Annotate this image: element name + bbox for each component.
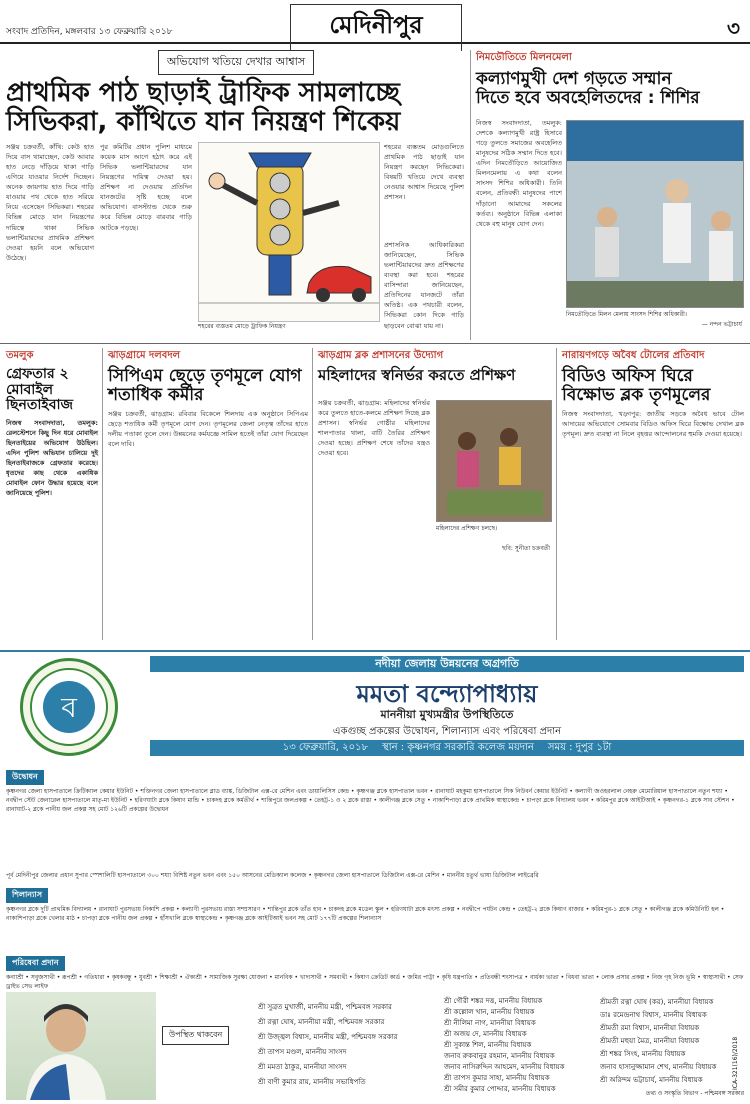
advert-tagline: একগুচ্ছ প্রকল্পের উদ্বোধন, শিলান্যাস এবং পরিষেবা প্রদান	[332, 726, 562, 737]
guest-name: শ্রী অরিন্দম ভট্টাচার্য, মাননীয় বিধায়ক	[600, 1076, 703, 1084]
milan-event-photo	[566, 120, 744, 308]
guest-name: শ্রী বাণী কুমার রায়, মাননীয় সভাধিপতি	[258, 1078, 366, 1086]
bdo-story-headline: বিডিও অফিস ঘিরে বিক্ষোভ ব্লক তৃণমূলের	[562, 366, 711, 406]
lead-kicker: অভিযোগ খতিয়ে দেখার আশ্বাস	[158, 50, 314, 75]
guest-name: শ্রী মমতা ঠাকুর, মাননীয়া সাংসদ	[258, 1063, 347, 1071]
cpm-story-tag: ঝাড়গ্রামে দলবদল	[108, 350, 181, 361]
chief-minister-portrait	[6, 992, 156, 1100]
story-cpm-to-tmc	[108, 348, 308, 638]
column-divider	[556, 348, 557, 640]
women-story-tag: ঝাড়গ্রাম ব্লক প্রশাসনের উদ্যোগ	[318, 350, 444, 361]
guest-name: শ্রী তাপস কুমার সাহা, মাননীয় বিধায়ক	[444, 1074, 550, 1082]
guests-column-3	[600, 996, 728, 1087]
advert-venue: স্থান : কৃষ্ণনগর সরকারি কলেজ ময়দান	[382, 742, 534, 753]
government-advert	[0, 650, 750, 1102]
page-number: ৩	[726, 16, 740, 40]
guest-name: শ্রী অজয় দে, মাননীয় বিধায়ক	[444, 1030, 527, 1038]
mobile-story-tag: তমলুক	[6, 350, 34, 361]
guest-name: জনাব নাসিরুদ্দিন আহমেদ, মাননীয় বিধায়ক	[444, 1063, 565, 1071]
masthead-title: মেদিনীপুর	[290, 4, 462, 51]
milan-tag: নিমডৌতিতে মিলনমেলা	[476, 52, 572, 63]
lead-column-1: সঞ্জয় চক্রবর্তী, কাঁথি: কেউ হাত দিয়ে বাস থামাচ্ছেন, কেউ আবার হাত নেড়ে দাঁড়িয়ে থাকা গাড়ি এগিয়ে যাওয়ার নির্দেশ দিচ্ছেন। অনেক জায়গায় হাত দিয়ে গাড়ি যাওয়ার পথ থেকে হাত সরিয়ে নিয়ে এসেছেন সিভিকরা। শহরের বিভিন্ন মোড়ে যান নিয়ন্ত্রণের দায়িত্বে থাকা সিভিক ভলান্টিয়ারদের প্রাথমিক প্রশিক্ষণ দেওয়া হয়নি বলে অভিযোগ উঠেছে।	[6, 143, 94, 262]
biswa-bangla-seal-icon	[20, 658, 118, 756]
column-divider	[470, 50, 471, 340]
lead-headline-line2: সিভিকরা, কাঁথিতে যান নিয়ন্ত্রণ শিকেয়	[6, 107, 401, 138]
guest-name: শ্রী কল্লোল খান, মাননীয় বিধায়ক	[444, 1008, 535, 1016]
advert-section-inauguration	[6, 764, 744, 889]
milan-photo-credit: — নন্দন ভট্টাচার্য	[701, 321, 742, 328]
guests-column-2	[444, 996, 594, 1095]
story-women-training	[318, 348, 552, 638]
section-title-inauguration: উদ্বোধন	[6, 770, 44, 785]
column-divider	[312, 348, 313, 640]
lead-column-4: প্রশাসনিক আধিকারিকরা জানিয়েছেন, সিভিক ভলান্টিয়ারদের দ্রুত প্রশিক্ষণের ব্যবস্থা করা হবে। শহরের বাসিন্দারা জানিয়েছেন, প্রতিদিনের যানজটে তাঁরা অতিষ্ঠ। এক পথচারী বলেন, সিভিকরা কোন দিকে গাড়ি ছাড়বেন বোঝা যায় না।	[384, 241, 464, 330]
guest-name: শ্রী রত্না ঘোষ, মাননীয়া মন্ত্রী, পশ্চিমবঙ্গ সরকার	[258, 1018, 385, 1026]
guest-name: জনাব রুকবানুর রহমান, মাননীয় বিধায়ক	[444, 1052, 555, 1060]
present-label: উপস্থিত থাকবেন	[162, 1026, 229, 1045]
guest-name: জনাব হাসানুজ্জামান শেখ, মাননীয় বিধায়ক	[600, 1063, 717, 1071]
section-title-services: পরিষেবা প্রদান	[6, 956, 65, 971]
ica-code: ICA-321(16)/2018	[732, 1036, 739, 1090]
women-photo-caption: মহিলাদের প্রশিক্ষণ চলছে।	[436, 525, 498, 532]
milan-headline-line1: কল্যাণমুখী দেশ গড়তে সম্মান	[476, 69, 672, 89]
section-text-inauguration: কৃষ্ণনগর জেলা হাসপাতালে ক্রিটিক্যাল কেয়ার ইউনিট • শক্তিনগর জেলা হাসপাতালে ব্লাড ব্যাঙ্ক, ডিজিটাল এক্স-রে মেশিন এবং ডায়ালিসিস কেন্দ্র • কৃষ্ণগঞ্জ ব্লকে হাসপাতাল ভবন • রানাঘাট মহকুমা হাসপাতালে সিক নিউবর্ন কেয়ার ইউনিট • কল্যাণী জওহরলাল নেহরু মেমোরিয়াল হাসপাতালে নতুন শয্যা • নবদ্বীপ স্টেট জেনারেল হাসপাতালে মাতৃ-মা ইউনিট • হরিণঘাটা ব্লকে কিষাণ মান্ডি • চাকদহ ব্লকে কর্মতীর্থ • শান্তিপুরে জলপ্রকল্প • তেহট্ট-১ ও ২ ব্লকে রাস্তা • কালীগঞ্জ ব্লকে সেতু • নাকাশিপাড়া ব্লকে প্রাথমিক স্বাস্থ্যকেন্দ্র • চাপড়া ব্লকে বিদ্যালয় ভবন • করিমপুর ব্লকে আইটিআই • কৃষ্ণনগর-১ ব্লকে সাব স্টেশন • রানাঘাট-২ ব্লকে পানীয় জল প্রকল্প সহ মোট ১২৬টি প্রকল্পের উদ্বোধন	[6, 788, 735, 813]
milan-photo-caption: নিমতৌড়িতে মিলন মেলায় সাংসদ শিশির অধিকারী।	[566, 311, 687, 318]
advert-leader-name: মমতা বন্দ্যোপাধ্যায়	[356, 680, 538, 708]
women-training-photo	[436, 400, 552, 522]
column-divider	[102, 348, 103, 640]
section-title-foundation: শিলান্যাস	[6, 888, 48, 903]
bdo-story-body: নিজস্ব সংবাদদাতা, খড়্গপুর: জাতীয় সড়কে অবৈধ ভাবে টোল আদায়ের অভিযোগে সোমবার বিডিও অফিস ঘিরে বিক্ষোভ দেখাল ব্লক তৃণমূল। দ্রুত ব্যবস্থা না নিলে বৃহত্তর আন্দোলনের হুমকি দেওয়া হয়েছে।	[562, 410, 744, 439]
advert-subtitle: মাননীয়া মুখ্যমন্ত্রীর উপস্থিতিতে	[380, 708, 514, 721]
guest-name: শ্রী সুকান্ত শিল, মাননীয় বিধায়ক	[444, 1041, 532, 1049]
lead-column-2: পুর কমিটির প্রধান পুলিশ মাধ্যমে কয়েক মাস আগে হঠাৎ করে এই সিভিক ভলান্টিয়ারদের যান নিয়ন্ত্রণের দায়িত্ব দেওয়া হয়। প্রশিক্ষণ না দেওয়ায় প্রতিদিন যানজটের সৃষ্টি হচ্ছে বলে অভিযোগ। বাসস্ট্যান্ড থেকে শুরু করে বিভিন্ন মোড়ে বারবার গাড়ি আটকে পড়ছে।	[100, 143, 192, 232]
guests-column-1	[258, 1000, 438, 1090]
milan-story	[476, 50, 744, 340]
advert-top-rule	[0, 650, 750, 652]
women-story-headline: মহিলাদের স্বনির্ভর করতে প্রশিক্ষণ	[318, 366, 516, 384]
mobile-story-headline: গ্রেফতার ২ মোবাইল ছিনতাইবাজ	[6, 366, 74, 414]
section-footer-inauguration: পূর্ব মেদিনীপুর জেলার প্রধান সুপার স্পেশালিটি হাসপাতালে ৩০০ শয্যা বিশিষ্ট নতুন ভবন এবং ১৫০ আসনের মেডিক্যাল কলেজ • কৃষ্ণনগর জেলা হাসপাতালে ডিজিটাল এক্স-রে মেশিন • মাননীয় চতুর্থ ভাষা ডিজিটাল লাইব্রেরি	[6, 872, 539, 879]
guest-name: শ্রী সমীর কুমার পোদ্দার, মাননীয় বিধায়ক	[444, 1085, 556, 1093]
women-photo-credit: ছবি: সুনীতা চক্রবর্তী	[502, 545, 550, 552]
lead-headline-line1: প্রাথমিক পাঠ ছাড়াই ট্রাফিক সামলাচ্ছে	[6, 78, 400, 108]
lead-illustration-caption: শহরের ব্যস্ততম মোড়ে ট্রাফিক নিয়ন্ত্রণ	[198, 323, 286, 330]
bdo-story-tag: নারায়ণগড়ে অবৈধ টোলের প্রতিবাদ	[562, 350, 705, 361]
guest-name: শ্রীমতী রত্না ঘোষ (কর), মাননীয়া বিধায়ক	[600, 998, 714, 1006]
guest-name: শ্রী শঙ্কর সিংহ, মাননীয় বিধায়ক	[600, 1050, 686, 1058]
section-text-foundation: কৃষ্ণনগর ব্লকে দুটি প্রাথমিক বিদ্যালয় • রানাঘাট পুরসভায় নিকাশি প্রকল্প • কল্যাণী পুরসভায় রাস্তা সম্প্রসারণ • শান্তিপুর ব্লকে তাঁত হাব • চাকদহ ব্লকে মডেল স্কুল • হরিণঘাটা ব্লকে মৎস্য প্রকল্প • নবদ্বীপে পর্যটন কেন্দ্র • তেহট্ট-২ ব্লকে কিষাণ বাজার • করিমপুর-১ ব্লকে সেতু • কালীগঞ্জ ব্লকে কমিউনিটি হল • নাকাশিপাড়া ব্লকে খেলার মাঠ • চাপড়া ব্লকে পানীয় জল প্রকল্প • হাঁসখালি ব্লকে স্বাস্থ্যকেন্দ্র • কৃষ্ণগঞ্জ ব্লকে আইটিআই ভবন সহ মোট ১৭৭টি প্রকল্পের শিলান্যাস	[6, 906, 725, 922]
guest-name: শ্রী নীলিমা নাগ, মাননীয়া বিধায়ক	[444, 1019, 536, 1027]
story-mobile-snatchers	[6, 348, 98, 638]
cpm-story-body: সঞ্জয় চক্রবর্তী, ঝাড়গ্রাম: রবিবার বিকেলে শিলদায় এক অনুষ্ঠানে সিপিএম ছেড়ে শতাধিক কর্মী তৃণমূলে যোগ দেন। তৃণমূলের জেলা নেতৃত্ব তাঁদের হাতে দলীয় পতাকা তুলে দেন। উন্নয়নের কর্মযজ্ঞে সামিল হতেই তাঁরা যোগ দিয়েছেন বলে দাবি।	[108, 410, 308, 449]
mobile-story-body: নিজস্ব সংবাদদাতা, তমলুক: রেলস্টেশনে কিছু দিন ধরে মোবাইল ছিনতাইয়ের অভিযোগ উঠছিল। এদিন পুলিশ অভিযান চালিয়ে দুই ছিনতাইবাজকে গ্রেফতার করেছে। ধৃতদের কাছ থেকে একাধিক মোবাইল ফোন উদ্ধার হয়েছে বলে জানিয়েছে পুলিশ।	[6, 419, 98, 498]
guest-name: শ্রীমতী রমা বিশ্বাস, মাননীয়া বিধায়ক	[600, 1024, 700, 1032]
advert-time: সময় : দুপুর ১টা	[547, 742, 612, 753]
advert-footer-credit: তথ্য ও সংস্কৃতি বিভাগ - পশ্চিমবঙ্গ সরকার	[645, 1090, 744, 1097]
traffic-cartoon-illustration	[198, 142, 380, 322]
guest-name: শ্রী উজ্জ্বল বিশ্বাস, মাননীয় মন্ত্রী, পশ্চিমবঙ্গ সরকার	[258, 1033, 398, 1041]
guest-name: ডাঃ রমেন্দ্রনাথ বিশ্বাস, মাননীয় বিধায়ক	[600, 1011, 707, 1019]
section-text-services: কন্যাশ্রী • সবুজসাথী • রূপশ্রী • গতিধারা • কৃষকবন্ধু • যুবশ্রী • শিক্ষাশ্রী • ঐক্যশ্রী • সামাজিক সুরক্ষা যোজনা • মানবিক • খাদ্যসাথী • সমব্যথী • কিষাণ ক্রেডিট কার্ড • জমির পাট্টা • কৃষি যন্ত্রপাতি • প্রতিবন্ধী শংসাপত্র • বার্ধক্য ভাতা • বিধবা ভাতা • লোক প্রসার প্রকল্প • নিজ গৃহ নিজ ভূমি • স্বাস্থ্যসাথী • সেফ ড্রাইভ সেভ লাইফ	[6, 974, 744, 990]
lead-column-3: শহরের ব্যস্ততম মোড়গুলিতে প্রাথমিক পাঠ ছাড়াই যান নিয়ন্ত্রণ করছেন সিভিকেরা। বিষয়টি খতিয়ে দেখে ব্যবস্থা নেওয়ার আশ্বাস দিয়েছে পুলিশ প্রশাসন।	[384, 143, 464, 202]
guest-name: শ্রী সুব্রত মুখার্জী, মাননীয় মন্ত্রী, পশ্চিমবঙ্গ সরকার	[258, 1003, 392, 1011]
advert-date-venue-bar	[150, 740, 744, 756]
lead-story	[6, 50, 466, 335]
story-bdo-protest	[562, 348, 744, 638]
guest-name: শ্রী তাপস মণ্ডল, মাননীয় সাংসদ	[258, 1048, 347, 1056]
cpm-story-headline: সিপিএম ছেড়ে তৃণমূলে যোগ শতাধিক কর্মীর	[108, 366, 302, 406]
advert-band-title: নদীয়া জেলায় উন্নয়নের অগ্রগতি	[150, 656, 744, 672]
section-divider	[0, 343, 750, 344]
header-date-info: সংবাদ প্রতিদিন, মঙ্গলবার ১৩ ফেব্রুয়ারি ২০১৮	[6, 27, 173, 37]
page-header	[0, 0, 750, 44]
women-story-body: সঞ্জয় চক্রবর্তী, ঝাড়গ্রাম: মহিলাদের স্বনির্ভর করে তুলতে হাতে-কলমে প্রশিক্ষণ দিচ্ছে ব্লক প্রশাসন। স্বনির্ভর গোষ্ঠীর মহিলাদের শালপাতার থালা, বাটি তৈরির প্রশিক্ষণ দেওয়া হচ্ছে। প্রশিক্ষণ শেষে তাঁদের যন্ত্রও দেওয়া হবে।	[318, 399, 430, 458]
milan-headline-line2: দিতে হবে অবহেলিতদের : শিশির	[476, 88, 700, 109]
guest-name: শ্রী গৌরী শঙ্কর দত্ত, মাননীয় বিধায়ক	[444, 997, 543, 1005]
advert-date: ১৩ ফেব্রুয়ারি, ২০১৮	[282, 742, 369, 753]
svg-text:ব: ব	[61, 691, 77, 724]
guest-name: শ্রীমতী মহুয়া মৈত্র, মাননীয়া বিধায়ক	[600, 1037, 700, 1045]
milan-body: নিজস্ব সংবাদদাতা, তমলুক: দেশকে কল্যাণমুখী রাষ্ট্র হিসাবে গড়ে তুলতে সমাজের অবহেলিত মানুষদের সঠিক সম্মান দিতে হবে। এদিন নিমতৌড়িতে আয়োজিত মিলনমেলায় এ কথা বলেন সাংসদ শিশির অধিকারী। তিনি বলেন, প্রতিবন্ধী মানুষদের পাশে দাঁড়ানো আমাদের সকলের কর্তব্য। অনুষ্ঠানে বিভিন্ন এলাকা থেকে বহু মানুষ যোগ দেন।	[476, 119, 562, 228]
